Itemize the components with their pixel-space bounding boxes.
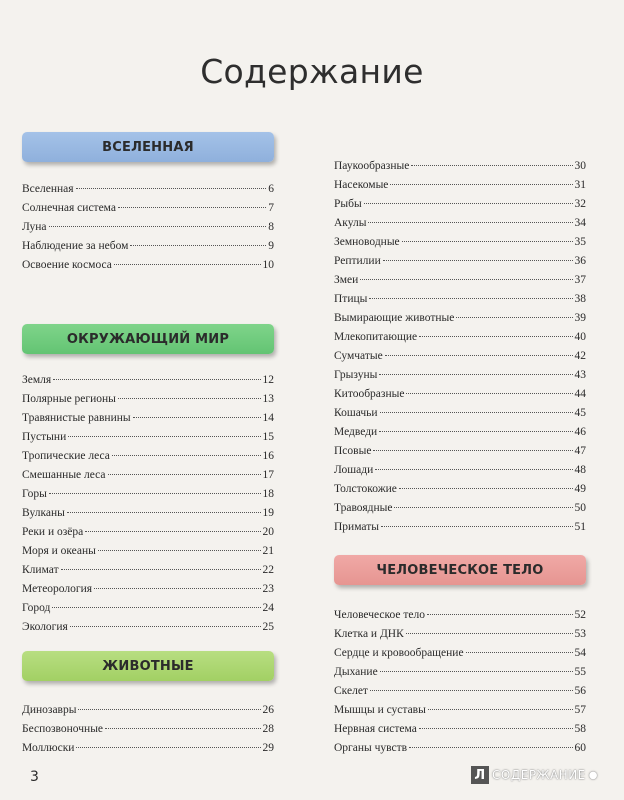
toc-entry-title: Город bbox=[22, 602, 51, 614]
toc-entry[interactable] bbox=[22, 180, 274, 199]
toc-entry-page: 16 bbox=[262, 450, 274, 462]
toc-entry-page: 22 bbox=[262, 564, 274, 576]
toc-entry-page: 20 bbox=[262, 526, 274, 538]
toc-entry[interactable] bbox=[22, 720, 274, 739]
leader-dots bbox=[399, 488, 573, 489]
toc-entry[interactable] bbox=[22, 218, 274, 237]
leader-dots bbox=[105, 728, 260, 729]
toc-entry-page: 6 bbox=[268, 183, 274, 195]
section-universe bbox=[22, 132, 274, 275]
toc-entry-page: 52 bbox=[574, 609, 586, 621]
toc-entry-title: Мышцы и суставы bbox=[334, 704, 426, 716]
leader-dots bbox=[466, 652, 573, 653]
toc-entry-page: 40 bbox=[574, 331, 586, 343]
toc-entry[interactable] bbox=[334, 195, 586, 214]
toc-entry[interactable] bbox=[22, 523, 274, 542]
toc-entry-page: 49 bbox=[574, 483, 586, 495]
toc-entry[interactable] bbox=[334, 290, 586, 309]
leader-dots bbox=[369, 298, 572, 299]
toc-entry-page: 19 bbox=[262, 507, 274, 519]
leader-dots bbox=[370, 690, 573, 691]
toc-entry-page: 29 bbox=[262, 742, 274, 754]
toc-entry-title: Метеорология bbox=[22, 583, 93, 595]
toc-entry-page: 45 bbox=[574, 407, 586, 419]
leader-dots bbox=[390, 184, 572, 185]
leader-dots bbox=[85, 531, 260, 532]
footer-dot-icon: ● bbox=[588, 769, 598, 781]
leader-dots bbox=[76, 747, 260, 748]
toc-entry-title: Экология bbox=[22, 621, 68, 633]
toc-entry-page: 58 bbox=[574, 723, 586, 735]
leader-dots bbox=[419, 336, 572, 337]
toc-entry-page: 17 bbox=[262, 469, 274, 481]
toc-entry-title: Человеческое тело bbox=[334, 609, 426, 621]
toc-entry[interactable] bbox=[334, 644, 586, 663]
footer-section-mark bbox=[471, 766, 598, 784]
toc-entry-page: 32 bbox=[574, 198, 586, 210]
toc-entry[interactable] bbox=[334, 233, 586, 252]
toc-entry-title: Реки и озёра bbox=[22, 526, 84, 538]
leader-dots bbox=[428, 709, 573, 710]
toc-entry-title: Горы bbox=[22, 488, 47, 500]
toc-entry-title: Змеи bbox=[334, 274, 359, 286]
leader-dots bbox=[130, 245, 266, 246]
toc-entry[interactable] bbox=[22, 199, 274, 218]
toc-entry[interactable] bbox=[334, 442, 586, 461]
toc-entry-page: 31 bbox=[574, 179, 586, 191]
toc-entry-page: 51 bbox=[574, 521, 586, 533]
toc-entry-page: 46 bbox=[574, 426, 586, 438]
section-heading-human-body[interactable]: ЧЕЛОВЕЧЕСКОЕ ТЕЛО bbox=[334, 555, 586, 585]
toc-entry-title: Кошачьи bbox=[334, 407, 378, 419]
leader-dots bbox=[409, 747, 572, 748]
toc-entry-page: 8 bbox=[268, 221, 274, 233]
toc-entry[interactable] bbox=[334, 461, 586, 480]
toc-entry-title: Китообразные bbox=[334, 388, 405, 400]
toc-entry[interactable] bbox=[334, 423, 586, 442]
leader-dots bbox=[411, 165, 572, 166]
toc-entry-title: Климат bbox=[22, 564, 59, 576]
toc-entry[interactable] bbox=[22, 701, 274, 720]
toc-entry[interactable] bbox=[22, 237, 274, 256]
toc-entry[interactable] bbox=[334, 157, 586, 176]
toc-entry[interactable] bbox=[22, 618, 274, 637]
leader-dots bbox=[381, 526, 573, 527]
toc-entry[interactable] bbox=[22, 485, 274, 504]
leader-dots bbox=[70, 626, 261, 627]
leader-dots bbox=[52, 607, 260, 608]
leader-dots bbox=[118, 398, 261, 399]
section-heading-animals[interactable]: ЖИВОТНЫЕ bbox=[22, 651, 274, 681]
toc-entry-title: Сумчатые bbox=[334, 350, 383, 362]
leader-dots bbox=[394, 507, 572, 508]
toc-list-animals-continued bbox=[334, 157, 586, 537]
toc-entry-page: 26 bbox=[262, 704, 274, 716]
toc-entry-title: Вселенная bbox=[22, 183, 74, 195]
toc-entry-title: Органы чувств bbox=[334, 742, 408, 754]
toc-entry-title: Луна bbox=[22, 221, 47, 233]
toc-entry-page: 55 bbox=[574, 666, 586, 678]
toc-entry-page: 28 bbox=[262, 723, 274, 735]
toc-entry-title: Акулы bbox=[334, 217, 367, 229]
toc-entry[interactable] bbox=[334, 404, 586, 423]
leader-dots bbox=[49, 493, 261, 494]
leader-dots bbox=[78, 709, 260, 710]
toc-list-human-body bbox=[334, 606, 586, 758]
toc-entry-page: 38 bbox=[574, 293, 586, 305]
toc-entry-page: 30 bbox=[574, 160, 586, 172]
toc-entry-title: Птицы bbox=[334, 293, 368, 305]
toc-entry-title: Скелет bbox=[334, 685, 368, 697]
toc-entry[interactable] bbox=[334, 625, 586, 644]
toc-entry-page: 13 bbox=[262, 393, 274, 405]
leader-dots bbox=[402, 241, 573, 242]
toc-entry-title: Насекомые bbox=[334, 179, 389, 191]
leader-dots bbox=[375, 469, 572, 470]
toc-entry-page: 24 bbox=[262, 602, 274, 614]
toc-entry-page: 7 bbox=[268, 202, 274, 214]
toc-entry-page: 37 bbox=[574, 274, 586, 286]
toc-entry-title: Млекопитающие bbox=[334, 331, 418, 343]
toc-entry-page: 44 bbox=[574, 388, 586, 400]
toc-entry-page: 14 bbox=[262, 412, 274, 424]
toc-entry-page: 18 bbox=[262, 488, 274, 500]
toc-entry[interactable] bbox=[22, 580, 274, 599]
leader-dots bbox=[406, 633, 573, 634]
toc-entry-page: 43 bbox=[574, 369, 586, 381]
toc-entry[interactable] bbox=[334, 480, 586, 499]
toc-entry-title: Наблюдение за небом bbox=[22, 240, 129, 252]
toc-entry-title: Грызуны bbox=[334, 369, 378, 381]
toc-entry[interactable] bbox=[334, 518, 586, 537]
toc-entry-title: Освоение космоса bbox=[22, 259, 112, 271]
toc-entry-title: Тропические леса bbox=[22, 450, 110, 462]
toc-entry[interactable] bbox=[334, 328, 586, 347]
toc-entry-title: Беспозвоночные bbox=[22, 723, 104, 735]
toc-entry[interactable] bbox=[22, 428, 274, 447]
toc-entry-title: Вулканы bbox=[22, 507, 65, 519]
toc-entry-title: Земля bbox=[22, 374, 52, 386]
toc-entry[interactable] bbox=[22, 542, 274, 561]
section-human-body bbox=[334, 555, 586, 758]
toc-entry-title: Паукообразные bbox=[334, 160, 410, 172]
toc-entry[interactable] bbox=[22, 390, 274, 409]
toc-entry[interactable] bbox=[22, 466, 274, 485]
toc-entry-page: 25 bbox=[262, 621, 274, 633]
leader-dots bbox=[133, 417, 261, 418]
leader-dots bbox=[368, 222, 572, 223]
toc-entry-page: 48 bbox=[574, 464, 586, 476]
page-title: Содержание bbox=[200, 52, 424, 91]
toc-entry-title: Пустыни bbox=[22, 431, 67, 443]
leader-dots bbox=[456, 317, 572, 318]
leader-dots bbox=[68, 436, 260, 437]
leader-dots bbox=[94, 588, 260, 589]
toc-list-universe bbox=[22, 180, 274, 275]
toc-entry-page: 57 bbox=[574, 704, 586, 716]
toc-entry-page: 35 bbox=[574, 236, 586, 248]
toc-entry-title: Вымирающие животные bbox=[334, 312, 455, 324]
toc-entry-title: Рыбы bbox=[334, 198, 362, 210]
toc-entry[interactable] bbox=[334, 682, 586, 701]
toc-entry-title: Клетка и ДНК bbox=[334, 628, 404, 640]
toc-entry-title: Земноводные bbox=[334, 236, 400, 248]
leader-dots bbox=[379, 374, 572, 375]
toc-entry-page: 56 bbox=[574, 685, 586, 697]
toc-entry-page: 21 bbox=[262, 545, 274, 557]
leader-dots bbox=[114, 264, 261, 265]
leader-dots bbox=[364, 203, 573, 204]
toc-entry-title: Травянистые равнины bbox=[22, 412, 131, 424]
toc-entry[interactable] bbox=[334, 309, 586, 328]
toc-entry[interactable] bbox=[334, 720, 586, 739]
toc-entry-page: 34 bbox=[574, 217, 586, 229]
toc-entry-page: 47 bbox=[574, 445, 586, 457]
leader-dots bbox=[53, 379, 260, 380]
section-environment bbox=[22, 324, 274, 637]
publisher-logo-icon: Л bbox=[471, 766, 489, 784]
leader-dots bbox=[427, 614, 572, 615]
toc-entry-page: 60 bbox=[574, 742, 586, 754]
toc-entry-title: Лошади bbox=[334, 464, 374, 476]
leader-dots bbox=[380, 671, 573, 672]
leader-dots bbox=[67, 512, 261, 513]
toc-entry[interactable] bbox=[22, 409, 274, 428]
toc-entry[interactable] bbox=[334, 271, 586, 290]
toc-entry[interactable] bbox=[334, 606, 586, 625]
section-animals bbox=[22, 651, 274, 758]
toc-list-environment bbox=[22, 371, 274, 637]
leader-dots bbox=[112, 455, 261, 456]
toc-entry[interactable] bbox=[334, 366, 586, 385]
toc-entry-page: 36 bbox=[574, 255, 586, 267]
toc-entry[interactable] bbox=[334, 252, 586, 271]
toc-entry-page: 15 bbox=[262, 431, 274, 443]
toc-entry-title: Динозавры bbox=[22, 704, 77, 716]
section-heading-environment[interactable]: ОКРУЖАЮЩИЙ МИР bbox=[22, 324, 274, 354]
toc-entry[interactable] bbox=[334, 176, 586, 195]
toc-entry[interactable] bbox=[334, 214, 586, 233]
toc-entry[interactable] bbox=[22, 504, 274, 523]
toc-entry-page: 54 bbox=[574, 647, 586, 659]
toc-entry-title: Травоядные bbox=[334, 502, 393, 514]
toc-entry-title: Медведи bbox=[334, 426, 378, 438]
toc-list-animals bbox=[22, 701, 274, 758]
toc-entry-page: 53 bbox=[574, 628, 586, 640]
toc-entry-title: Нервная система bbox=[334, 723, 417, 735]
leader-dots bbox=[383, 260, 573, 261]
leader-dots bbox=[379, 431, 572, 432]
toc-entry[interactable] bbox=[22, 739, 274, 758]
toc-entry[interactable] bbox=[334, 739, 586, 758]
toc-entry[interactable] bbox=[334, 499, 586, 518]
leader-dots bbox=[61, 569, 261, 570]
toc-entry-title: Дыхание bbox=[334, 666, 378, 678]
toc-entry-page: 10 bbox=[262, 259, 274, 271]
leader-dots bbox=[385, 355, 573, 356]
toc-entry-page: 9 bbox=[268, 240, 274, 252]
leader-dots bbox=[118, 207, 266, 208]
leader-dots bbox=[360, 279, 572, 280]
toc-entry-title: Приматы bbox=[334, 521, 379, 533]
leader-dots bbox=[98, 550, 261, 551]
toc-entry-page: 50 bbox=[574, 502, 586, 514]
toc-entry-title: Псовые bbox=[334, 445, 372, 457]
toc-entry-page: 12 bbox=[262, 374, 274, 386]
toc-entry[interactable] bbox=[334, 701, 586, 720]
leader-dots bbox=[406, 393, 572, 394]
toc-entry[interactable] bbox=[334, 385, 586, 404]
toc-entry[interactable] bbox=[22, 447, 274, 466]
leader-dots bbox=[373, 450, 572, 451]
leader-dots bbox=[108, 474, 261, 475]
footer-section-label: СОДЕРЖАНИЕ bbox=[492, 768, 586, 782]
toc-entry[interactable] bbox=[334, 347, 586, 366]
leader-dots bbox=[419, 728, 573, 729]
leader-dots bbox=[380, 412, 573, 413]
section-heading-universe[interactable]: ВСЕЛЕННАЯ bbox=[22, 132, 274, 162]
toc-entry-page: 42 bbox=[574, 350, 586, 362]
toc-entry-title: Моря и океаны bbox=[22, 545, 96, 557]
toc-entry[interactable] bbox=[22, 256, 274, 275]
toc-entry[interactable] bbox=[22, 371, 274, 390]
toc-entry-title: Рептилии bbox=[334, 255, 381, 267]
leader-dots bbox=[76, 188, 267, 189]
toc-entry-title: Смешанные леса bbox=[22, 469, 106, 481]
toc-entry-title: Моллюски bbox=[22, 742, 75, 754]
toc-entry-title: Полярные регионы bbox=[22, 393, 116, 405]
toc-entry-page: 39 bbox=[574, 312, 586, 324]
toc-entry[interactable] bbox=[22, 599, 274, 618]
toc-entry[interactable] bbox=[22, 561, 274, 580]
toc-entry[interactable] bbox=[334, 663, 586, 682]
toc-entry-title: Толстокожие bbox=[334, 483, 397, 495]
toc-entry-title: Сердце и кровообращение bbox=[334, 647, 464, 659]
toc-entry-page: 23 bbox=[262, 583, 274, 595]
page-number: 3 bbox=[30, 769, 39, 785]
toc-entry-title: Солнечная система bbox=[22, 202, 116, 214]
leader-dots bbox=[49, 226, 267, 227]
